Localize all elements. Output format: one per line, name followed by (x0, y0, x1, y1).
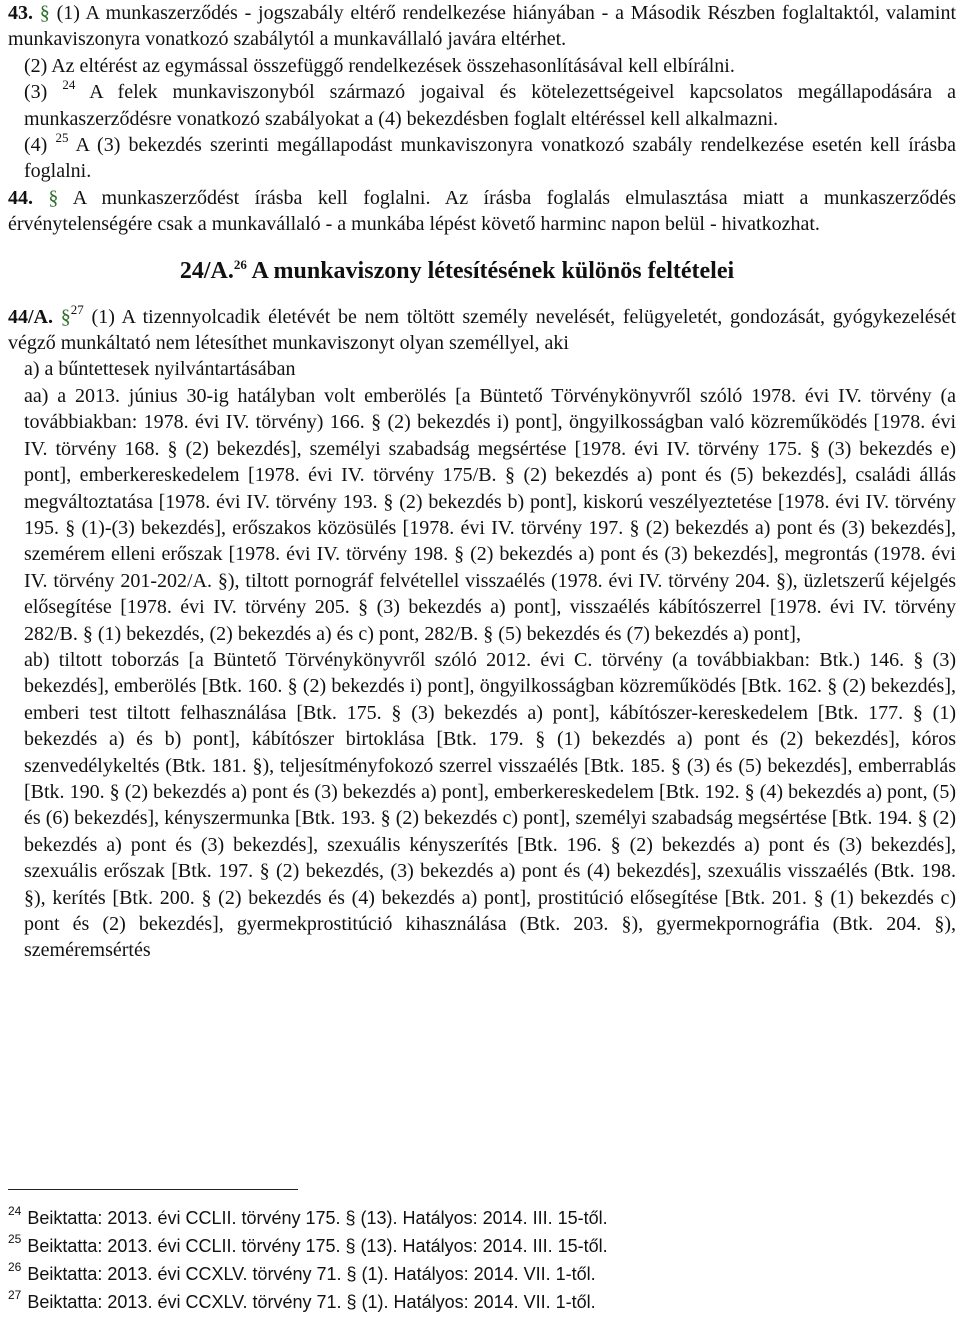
paragraph-text: A munkaszerződést írásba kell foglalni. Az írásba foglalás elmulasztása miatt a munkaszerződés érvénytelenségére csak a munkavállaló - a munkába lépést követő harminc napon belül - hivatkozhat. (8, 186, 957, 236)
section-43-p3 (8, 79, 956, 132)
section-43-p4 (8, 132, 956, 185)
paragraph-label: (4) (24, 134, 48, 157)
footnote-text: Beiktatta: 2013. évi CCXLV. törvény 71. § (1). Hatályos: 2014. VII. 1-től. (27, 1264, 596, 1284)
section-44 (8, 185, 956, 238)
footnote-item (8, 1232, 908, 1260)
document-page (8, 0, 956, 964)
section-symbol-link[interactable]: § (60, 305, 71, 328)
footnote-number: 24 (8, 1204, 22, 1218)
paragraph-label: (3) (24, 81, 48, 104)
footnote-text: Beiktatta: 2013. évi CCLII. törvény 175. § (13). Hatályos: 2014. III. 15-től. (27, 1236, 608, 1256)
paragraph-text: A (3) bekezdés szerinti megállapodást munkaviszonyra vonatkozó szabály rendelkezése esetén kell írásba foglalni. (24, 134, 957, 183)
footnote-item (8, 1204, 908, 1232)
footnotes (8, 1204, 908, 1316)
section-number: 43. (8, 2, 33, 24)
footnote-ref[interactable]: 27 (70, 301, 84, 317)
subtitle-heading (8, 256, 956, 286)
paragraph-text: A felek munkaviszonyból származó jogaival és kötelezettségeivel kapcsolatos megállapodására a munkaszerződésre vonatkozó szabályokat a (4) bekezdésben foglalt eltéréssel kell alkalmazni. (24, 81, 956, 130)
section-number: 44. (8, 186, 33, 209)
paragraph-text: (1) A munkaszerződés - jogszabály eltérő rendelkezése hiányában - a Második Részben foglaltaktól, valamint munkaviszonyra vonatkozó szabálytól a munkavállaló javára eltérhet. (8, 2, 957, 51)
heading-number: 24/A. (179, 257, 234, 284)
footnote-ref[interactable]: 24 (62, 77, 76, 93)
point-aa: aa) a 2013. június 30-ig hatályban volt emberölés [a Büntető Törvénykönyvről szóló 1978. évi IV. törvény (a továbbiakban: 1978. évi IV. törvény) 166. § (2) bekezdés i) pont], öngyilkosságban való közreműködés [1978. évi IV. törvény 168. § (2) bekezdés], személyi szabadság megsértése [1978. évi IV. törvény 175. § (3) bekezdés e) pont], emberkereskedelem [1978. évi IV. törvény 175/B. § (2) bekezdés a) pont és (5) bekezdés], családi állás megváltoztatása [1978. évi IV. törvény 193. § (2) bekezdés b) pont], kiskorú veszélyeztetése [1978. évi IV. törvény 195. § (1)-(3) bekezdés], erőszakos közösülés [1978. évi IV. törvény 197. § (2) bekezdés a) pont és (3) bekezdés], szemérem elleni erőszak [1978. évi IV. törvény 198. § (2) bekezdés a) pont és (3) bekezdés], megrontás (1978. évi IV. törvény 201-202/A. §), tiltott pornográf felvétellel visszaélés (1978. évi IV. törvény 204. §), üzletszerű kéjelgés elősegítése [1978. évi IV. törvény 205. § (3) bekezdés a) pont], visszaélés kábítószerrel [1978. évi IV. törvény 282/B. § (1) bekezdés, (2) bekezdés a) és c) pont, 282/B. § (5) bekezdés és (7) bekezdés a) pont], (24, 384, 956, 645)
point-a: a) a bűntettesek nyilvántartásában (24, 358, 296, 381)
footnote-divider (8, 1189, 298, 1190)
section-43-p2: (2) Az eltérést az egymással összefüggő rendelkezések összehasonlításával kell elbírálni. (24, 54, 735, 77)
footnote-item (8, 1288, 908, 1316)
footnote-ref[interactable]: 25 (55, 130, 69, 146)
footnote-text: Beiktatta: 2013. évi CCXLV. törvény 71. § (1). Hatályos: 2014. VII. 1-től. (27, 1292, 596, 1312)
footnote-ref[interactable]: 26 (233, 256, 247, 272)
section-44a-intro (8, 301, 957, 357)
point-ab: ab) tiltott toborzás [a Büntető Törvénykönyvről szóló 2012. évi C. törvény (a továbbiakban: Btk.) 146. § (3) bekezdés], emberölés [Btk. 160. § (2) bekezdés i) pont], öngyilkosságban közreműködés [Btk. 162. § (2) bekezdés], emberi test tiltott felhasználása [Btk. 175. § (3) bekezdés a) pont], kábítószer-kereskedelem [Btk. 177. § (1) bekezdés a) és b) pont], kábítószer birtoklása [Btk. 179. § (1) bekezdés a) pont és (2) bekezdés], kóros szenvedélykeltés (Btk. 181. §), teljesítményfokozó szerrel visszaélés [Btk. 185. § (3) és (5) bekezdés], emberrablás [Btk. 190. § (2) bekezdés a) pont és (3) bekezdés a) pont], emberkereskedelem [Btk. 192. § (4) bekezdés a) pont, (5) és (6) bekezdés], kényszermunka [Btk. 193. § (2) bekezdés c) pont], személyi szabadság megsértése [Btk. 194. § (2) bekezdés a) pont és (3) bekezdés], szexuális kényszerítés [Btk. 196. § (2) bekezdés a) pont és (3) bekezdés], szexuális erőszak [Btk. 197. § (2) bekezdés, (3) bekezdés a) pont és (4) bekezdés], szexuális visszaélés (Btk. 198. §), kerítés [Btk. 200. § (2) bekezdés és (4) bekezdés a) pont], prostitúció elősegítése [Btk. 201. § (1) bekezdés c) pont és (2) bekezdés], gyermekprostitúció kihasználása (Btk. 203. §), gyermekpornográfia (Btk. 204. §), szeméremsértés (24, 648, 956, 962)
paragraph-text: (1) A tizennyolcadik életévét be nem töltött személy nevelését, felügyeletét, gondozását, gyógykezelését végző munkáltató nem létesíthet munkaviszonyt olyan személlyel, aki (8, 305, 957, 355)
section-43-p1 (8, 0, 956, 53)
footnote-number: 27 (8, 1288, 22, 1302)
footnote-number: 25 (8, 1232, 22, 1246)
footnote-item (8, 1260, 908, 1288)
section-symbol-link[interactable]: § (39, 2, 50, 24)
section-symbol-link[interactable]: § (48, 186, 59, 209)
footnote-text: Beiktatta: 2013. évi CCLII. törvény 175. § (13). Hatályos: 2014. III. 15-től. (27, 1208, 608, 1228)
footnote-number: 26 (8, 1260, 22, 1274)
heading-title: A munkaviszony létesítésének különös feltételei (251, 257, 735, 284)
section-number: 44/A. (8, 305, 53, 328)
